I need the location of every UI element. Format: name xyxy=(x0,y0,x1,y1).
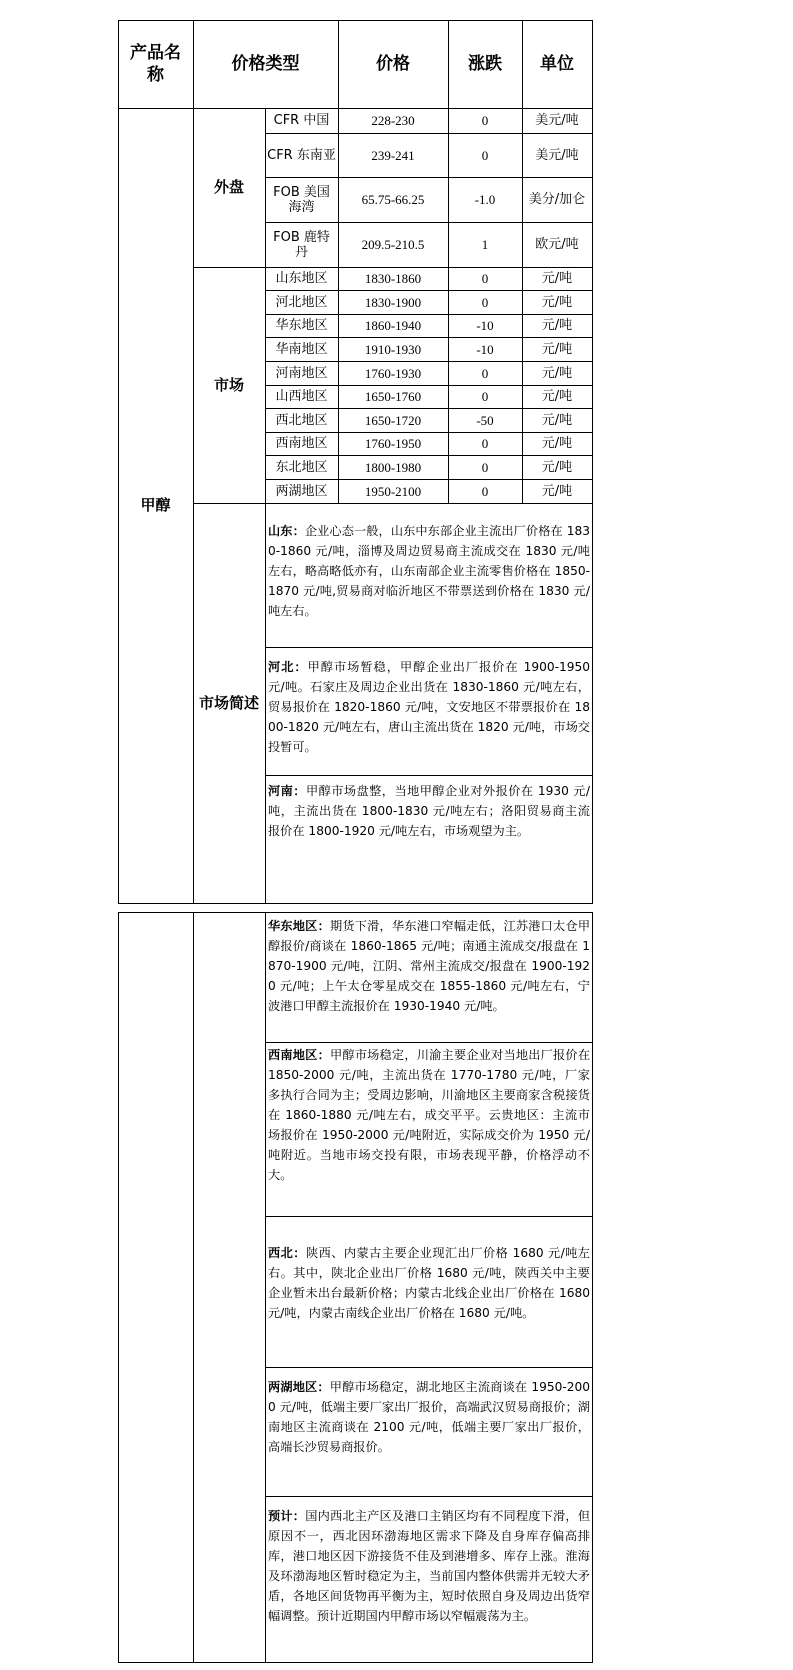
row-unit: 元/吨 xyxy=(541,294,573,310)
header-unit: 单位 xyxy=(540,54,574,74)
row-unit: 元/吨 xyxy=(541,436,573,451)
row-label: 华南地区 xyxy=(275,341,328,357)
row-price: 1950-2100 xyxy=(364,483,422,499)
row-unit: 欧元/吨 xyxy=(535,237,579,252)
row-label: 西北地区 xyxy=(275,412,328,428)
row-unit: 元/吨 xyxy=(541,318,573,333)
row-price: 1910-1930 xyxy=(364,341,422,357)
row-label: 东北地区 xyxy=(275,459,328,475)
row-price: 1760-1950 xyxy=(364,436,422,451)
brief-southwest: 西南地区：甲醇市场稳定，川渝主要企业对当地出厂报价在 1850-2000 元/吨，主流出货在 1770-1780 元/吨，厂家多执行合同为主；受周边影响，川渝地区主要商家含税接货在 1860-1880 元/吨左右，成交平平。云贵地区：主流市场报价在 1950-2000 元/吨附近，实际成交价为 1950 元/吨附近。当地市场交投有限，市场表现平静，价格浮动不大。 xyxy=(268,1048,591,1182)
row-label: FOB 美国海湾 xyxy=(273,184,330,215)
row-price: 1830-1860 xyxy=(364,271,422,286)
row-label: 华东地区 xyxy=(275,318,328,333)
group-outer-label: 外盘 xyxy=(213,178,244,196)
row-label: 山西地区 xyxy=(275,389,328,404)
row-change: -1.0 xyxy=(474,192,496,207)
brief-hubei-hunan: 两湖地区：甲醇市场稳定，湖北地区主流商谈在 1950-2000 元/吨，低端主要厂家出厂报价，高端武汉贸易商报价；湖南地区主流商谈在 2100 元/吨，低端主要厂家出厂报价，高端长沙贸易商报价。 xyxy=(268,1380,590,1454)
row-unit: 元/吨 xyxy=(541,483,573,499)
row-price: 228-230 xyxy=(371,113,415,128)
row-price: 1800-1980 xyxy=(364,459,422,475)
row-change: 0 xyxy=(481,294,489,310)
row-unit: 元/吨 xyxy=(541,341,573,357)
brief-hebei: 河北：甲醇市场暂稳，甲醇企业出厂报价在 1900-1950 元/吨。石家庄及周边企业出货在 1830-1860 元/吨左右，贸易报价在 1820-1860 元/吨，文安地区不带票报价在 1800-1820 元/吨左右，唐山主流出货在 1820 元/吨，市场交投暂可。 xyxy=(268,660,591,754)
row-unit: 元/吨 xyxy=(541,365,573,381)
row-label: 山东地区 xyxy=(275,271,328,286)
brief-east-china: 华东地区：期货下滑，华东港口窄幅走低，江苏港口太仓甲醇报价/商谈在 1860-1865 元/吨；南通主流成交/报盘在 1870-1900 元/吨，江阴、常州主流成交/报盘在 1900-1920 元/吨；上午太仓零星成交在 1855-1860 元/吨左右，宁波港口甲醇主流报价在 1930-1940 元/吨。 xyxy=(268,919,591,1013)
brief-forecast: 预计：国内西北主产区及港口主销区均有不同程度下滑，但原因不一，西北因环渤海地区需求下降及自身库存偏高排库，港口地区因下游接货不佳及到港增多、库存上涨。淮海及环渤海地区暂时稳定为主，当前国内整体供需并无较大矛盾，各地区间货物再平衡为主，短时依照自身及周边出货窄幅调整。预计近期国内甲醇市场以窄幅震荡为主。 xyxy=(268,1509,591,1623)
row-unit: 元/吨 xyxy=(541,389,573,404)
row-unit: 元/吨 xyxy=(541,271,573,286)
row-price: 65.75-66.25 xyxy=(361,192,425,207)
row-label: 河北地区 xyxy=(275,294,328,310)
header-product-name: 产品名称 xyxy=(130,43,181,85)
brief-table-continued xyxy=(0,905,793,1670)
row-price: 1860-1940 xyxy=(364,318,422,333)
row-label: 西南地区 xyxy=(275,436,328,451)
row-change: -50 xyxy=(476,412,494,428)
row-unit: 美分/加仑 xyxy=(528,192,586,207)
row-change: 0 xyxy=(481,389,489,404)
row-change: 0 xyxy=(481,113,489,128)
row-change: -10 xyxy=(476,341,494,357)
row-price: 239-241 xyxy=(371,147,415,163)
header-price: 价格 xyxy=(376,54,410,74)
row-change: 1 xyxy=(481,237,489,252)
group-brief-label: 市场简述 xyxy=(198,693,259,712)
row-price: 1760-1930 xyxy=(364,365,422,381)
row-label: 河南地区 xyxy=(275,365,328,381)
row-unit: 元/吨 xyxy=(541,412,573,428)
row-change: 0 xyxy=(481,271,489,286)
row-label: 两湖地区 xyxy=(275,483,328,499)
row-price: 1650-1760 xyxy=(364,389,422,404)
header-price-type: 价格类型 xyxy=(231,54,300,74)
row-label: CFR 中国 xyxy=(273,113,330,128)
header-change: 涨跌 xyxy=(468,54,502,74)
row-label: FOB 鹿特丹 xyxy=(273,229,330,260)
row-price: 1830-1900 xyxy=(364,294,422,310)
row-change: 0 xyxy=(481,483,489,499)
row-change: -10 xyxy=(476,318,494,333)
row-price: 1650-1720 xyxy=(364,412,422,428)
row-change: 0 xyxy=(481,459,489,475)
row-unit: 美元/吨 xyxy=(535,113,579,128)
row-unit: 元/吨 xyxy=(541,459,573,475)
row-change: 0 xyxy=(481,365,489,381)
row-change: 0 xyxy=(481,436,489,451)
row-price: 209.5-210.5 xyxy=(361,237,425,252)
brief-henan: 河南：甲醇市场盘整，当地甲醇企业对外报价在 1930 元/吨，主流出货在 1800-1830 元/吨左右；洛阳贸易商主流报价在 1800-1920 元/吨左右，市场观望为主。 xyxy=(268,784,590,838)
product-label: 甲醇 xyxy=(140,496,171,514)
brief-northwest: 西北：陕西、内蒙古主要企业现汇出厂价格 1680 元/吨左右。其中，陕北企业出厂价格 1680 元/吨，陕西关中主要企业暂未出台最新价格；内蒙古北线企业出厂价格在 1680 元/吨，内蒙古南线企业出厂价格在 1680 元/吨。 xyxy=(268,1246,590,1320)
row-change: 0 xyxy=(481,147,489,163)
row-unit: 美元/吨 xyxy=(535,147,579,163)
brief-shandong: 山东：企业心态一般，山东中东部企业主流出厂价格在 1830-1860 元/吨，淄博及周边贸易商主流成交在 1830 元/吨左右，略高略低亦有，山东南部企业主流零售价格在 1850-1870 元/吨,贸易商对临沂地区不带票送到价格在 1830 元/吨左右。 xyxy=(268,524,591,618)
group-market-label: 市场 xyxy=(213,375,244,394)
row-label: CFR 东南亚 xyxy=(267,147,336,163)
